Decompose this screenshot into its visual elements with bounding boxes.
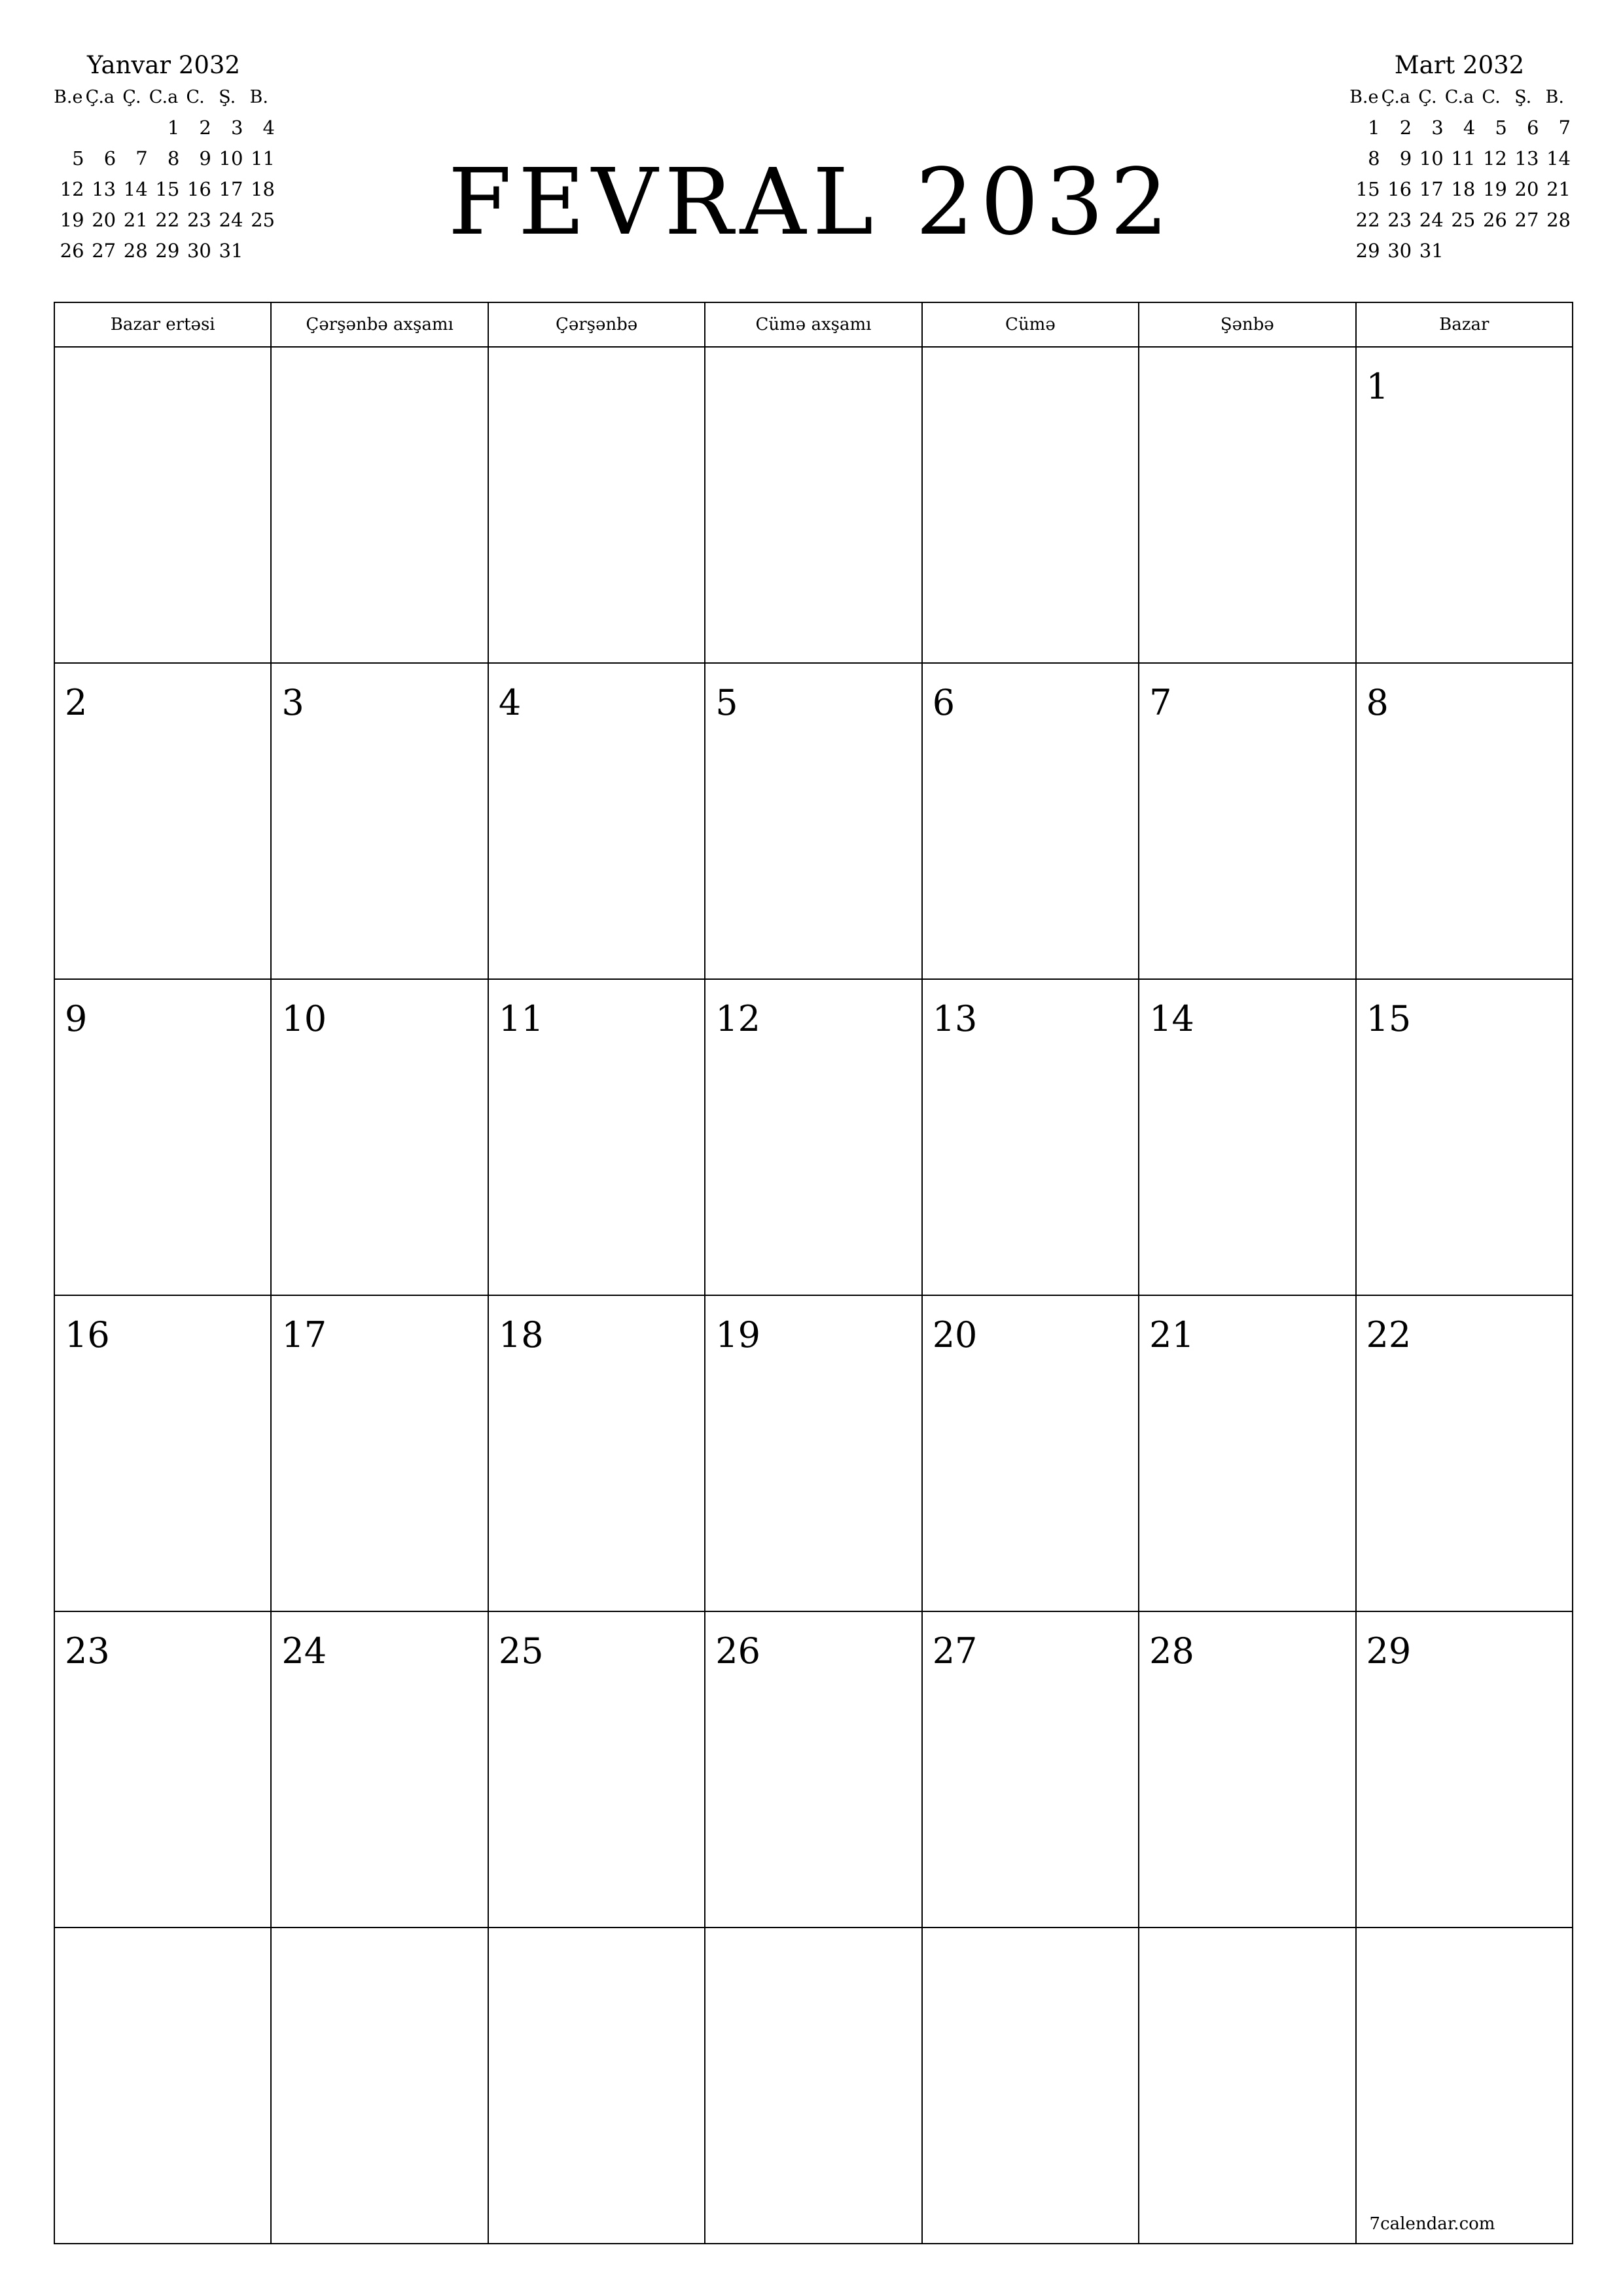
mini-day-number: 6 [103,147,116,170]
mini-weekday-header: C.a [149,87,179,107]
day-cell[interactable] [488,979,705,1295]
mini-day-number: 7 [135,147,148,170]
day-number: 15 [1366,998,1412,1039]
mini-day-number: 29 [155,240,180,262]
mini-day-number [1539,236,1571,266]
mini-day-number: 5 [1495,117,1507,139]
mini-day-number [84,113,116,143]
mini-day-number: 31 [1419,240,1444,262]
day-number: 4 [498,682,522,723]
mini-day-number: 14 [1546,147,1571,170]
mini-day-number: 2 [199,117,211,139]
mini-day-number: 26 [60,240,84,262]
mini-day-number: 27 [1514,209,1539,231]
mini-day-number: 20 [1514,178,1539,200]
day-cell[interactable] [271,663,488,979]
day-number: 1 [1366,366,1389,407]
day-cell[interactable] [922,1928,1139,2244]
mini-calendar-next [1348,49,1571,266]
day-number: 11 [498,998,544,1039]
mini-day-number: 9 [1399,147,1412,170]
mini-day-number: 8 [1368,147,1380,170]
mini-weekday-header: Ş. [1514,87,1532,107]
day-cell[interactable] [1356,347,1573,663]
day-number: 23 [65,1630,110,1672]
day-number: 7 [1149,682,1172,723]
day-cell[interactable] [1139,347,1355,663]
mini-weekday-header: C. [1482,87,1501,107]
page-title: FEVRAL 2032 [448,149,1175,256]
mini-day-number: 11 [1451,147,1476,170]
day-number: 9 [65,998,88,1039]
mini-day-number: 19 [60,209,84,231]
mini-day-number [52,113,84,143]
mini-day-number: 15 [155,178,180,200]
mini-day-number: 15 [1355,178,1380,200]
mini-day-number: 1 [1368,117,1380,139]
mini-day-number: 19 [1482,178,1507,200]
day-number: 19 [715,1314,760,1355]
mini-day-number: 12 [60,178,84,200]
mini-day-number: 31 [219,240,243,262]
mini-weekday-header: C. [186,87,205,107]
mini-day-number: 20 [92,209,116,231]
mini-weekday-header: Ç. [122,87,141,107]
mini-day-number [116,113,148,143]
month-grid [54,302,1573,2244]
mini-day-number: 3 [230,117,243,139]
mini-day-number: 22 [1355,209,1380,231]
day-cell[interactable] [271,1611,488,1928]
day-cell[interactable] [922,663,1139,979]
mini-calendar-title: Yanvar 2032 [86,51,240,79]
mini-day-number: 7 [1558,117,1571,139]
mini-day-number [1444,236,1476,266]
week-row [54,347,1573,663]
mini-day-number: 25 [1451,209,1476,231]
mini-day-number: 10 [1419,147,1444,170]
week-row [54,979,1573,1295]
mini-day-number [1475,236,1507,266]
day-cell[interactable] [488,1928,705,2244]
day-cell[interactable] [54,1295,271,1611]
day-number: 13 [932,998,978,1039]
mini-day-number: 22 [155,209,180,231]
day-cell[interactable] [922,1611,1139,1928]
day-cell[interactable] [705,1295,921,1611]
day-number: 12 [715,998,760,1039]
mini-day-number: 23 [187,209,211,231]
day-cell[interactable] [1356,663,1573,979]
mini-day-number: 3 [1431,117,1444,139]
mini-day-number: 26 [1482,209,1507,231]
mini-weekday-header: Ç.a [85,87,115,107]
mini-weekday-header: C.a [1444,87,1474,107]
day-cell[interactable] [1139,1611,1355,1928]
mini-weekday-header: B.e [54,87,83,107]
mini-day-number: 28 [123,240,148,262]
day-cell[interactable] [1356,1928,1573,2244]
day-cell[interactable] [705,347,921,663]
day-cell[interactable] [1139,663,1355,979]
day-number: 27 [932,1630,978,1672]
day-cell[interactable] [54,1611,271,1928]
day-number: 24 [281,1630,327,1672]
mini-weekday-header: B.e [1349,87,1379,107]
day-number: 22 [1366,1314,1412,1355]
mini-day-number: 25 [251,209,275,231]
mini-day-number: 8 [167,147,180,170]
day-number: 18 [498,1314,544,1355]
day-cell[interactable] [922,979,1139,1295]
day-cell[interactable] [1356,979,1573,1295]
mini-weekday-header: Ş. [219,87,236,107]
mini-day-number: 17 [1419,178,1444,200]
day-cell[interactable] [271,1295,488,1611]
day-cell[interactable] [1139,979,1355,1295]
mini-day-number: 2 [1399,117,1412,139]
day-number: 17 [281,1314,327,1355]
mini-day-number: 16 [1387,178,1412,200]
mini-day-number: 28 [1546,209,1571,231]
week-row [54,663,1573,979]
mini-day-number: 14 [123,178,148,200]
day-number: 10 [281,998,327,1039]
weekday-header: Şənbə [1139,302,1355,347]
mini-weekday-header: B. [249,87,268,107]
mini-weekday-header: B. [1545,87,1564,107]
weekday-header: Cümə axşamı [705,302,921,347]
mini-day-number: 21 [123,209,148,231]
week-row [54,1928,1573,2244]
mini-day-number: 4 [262,117,275,139]
day-number: 14 [1149,998,1194,1039]
day-cell[interactable] [54,347,271,663]
mini-weekday-header: Ç. [1418,87,1437,107]
mini-day-number: 13 [1514,147,1539,170]
day-cell[interactable] [488,1295,705,1611]
mini-day-number: 30 [187,240,211,262]
mini-day-number: 6 [1526,117,1539,139]
mini-calendar-grid [1348,82,1571,266]
day-cell[interactable] [488,347,705,663]
day-cell[interactable] [271,979,488,1295]
day-number: 25 [498,1630,544,1672]
day-cell[interactable] [922,1295,1139,1611]
mini-day-number: 13 [92,178,116,200]
mini-day-number: 27 [92,240,116,262]
day-number: 3 [281,682,304,723]
day-number: 28 [1149,1630,1194,1672]
day-number: 2 [65,682,88,723]
site-credit: 7calendar.com [1369,2214,1495,2234]
mini-weekday-header: Ç.a [1381,87,1411,107]
mini-day-number: 24 [219,209,243,231]
day-cell[interactable] [705,663,921,979]
weekday-header-row [54,302,1573,347]
mini-day-number: 24 [1419,209,1444,231]
day-cell[interactable] [271,1928,488,2244]
mini-day-number: 30 [1387,240,1412,262]
mini-day-number: 18 [1451,178,1476,200]
mini-day-number: 16 [187,178,211,200]
week-row [54,1295,1573,1611]
day-cell[interactable] [488,1611,705,1928]
week-row [54,1611,1573,1928]
mini-day-number [1507,236,1539,266]
mini-day-number: 12 [1482,147,1507,170]
day-cell[interactable] [54,663,271,979]
mini-day-number: 18 [251,178,275,200]
day-number: 5 [715,682,738,723]
day-cell[interactable] [1356,1295,1573,1611]
weekday-header: Bazar [1356,302,1573,347]
mini-day-number: 29 [1355,240,1380,262]
day-number: 21 [1149,1314,1194,1355]
weekday-header: Cümə [922,302,1139,347]
day-cell[interactable] [1139,1928,1355,2244]
mini-day-number: 9 [199,147,211,170]
day-cell[interactable] [54,979,271,1295]
day-number: 26 [715,1630,760,1672]
mini-day-number: 17 [219,178,243,200]
day-cell[interactable] [271,347,488,663]
mini-day-number: 4 [1463,117,1476,139]
day-number: 8 [1366,682,1389,723]
mini-day-number: 5 [72,147,84,170]
mini-day-number: 21 [1546,178,1571,200]
mini-day-number: 1 [167,117,180,139]
mini-calendar-title: Mart 2032 [1394,51,1525,79]
day-cell[interactable] [705,1928,921,2244]
day-cell[interactable] [54,1928,271,2244]
day-cell[interactable] [1139,1295,1355,1611]
day-cell[interactable] [488,663,705,979]
weekday-header: Çərşənbə axşamı [271,302,488,347]
day-number: 6 [932,682,955,723]
day-cell[interactable] [705,979,921,1295]
day-cell[interactable] [922,347,1139,663]
mini-day-number: 23 [1387,209,1412,231]
day-number: 29 [1366,1630,1412,1672]
mini-day-number: 10 [219,147,243,170]
weekday-header: Çərşənbə [488,302,705,347]
day-cell[interactable] [1356,1611,1573,1928]
day-cell[interactable] [705,1611,921,1928]
weekday-header: Bazar ertəsi [54,302,271,347]
day-number: 16 [65,1314,110,1355]
mini-day-number: 11 [251,147,275,170]
day-number: 20 [932,1314,978,1355]
